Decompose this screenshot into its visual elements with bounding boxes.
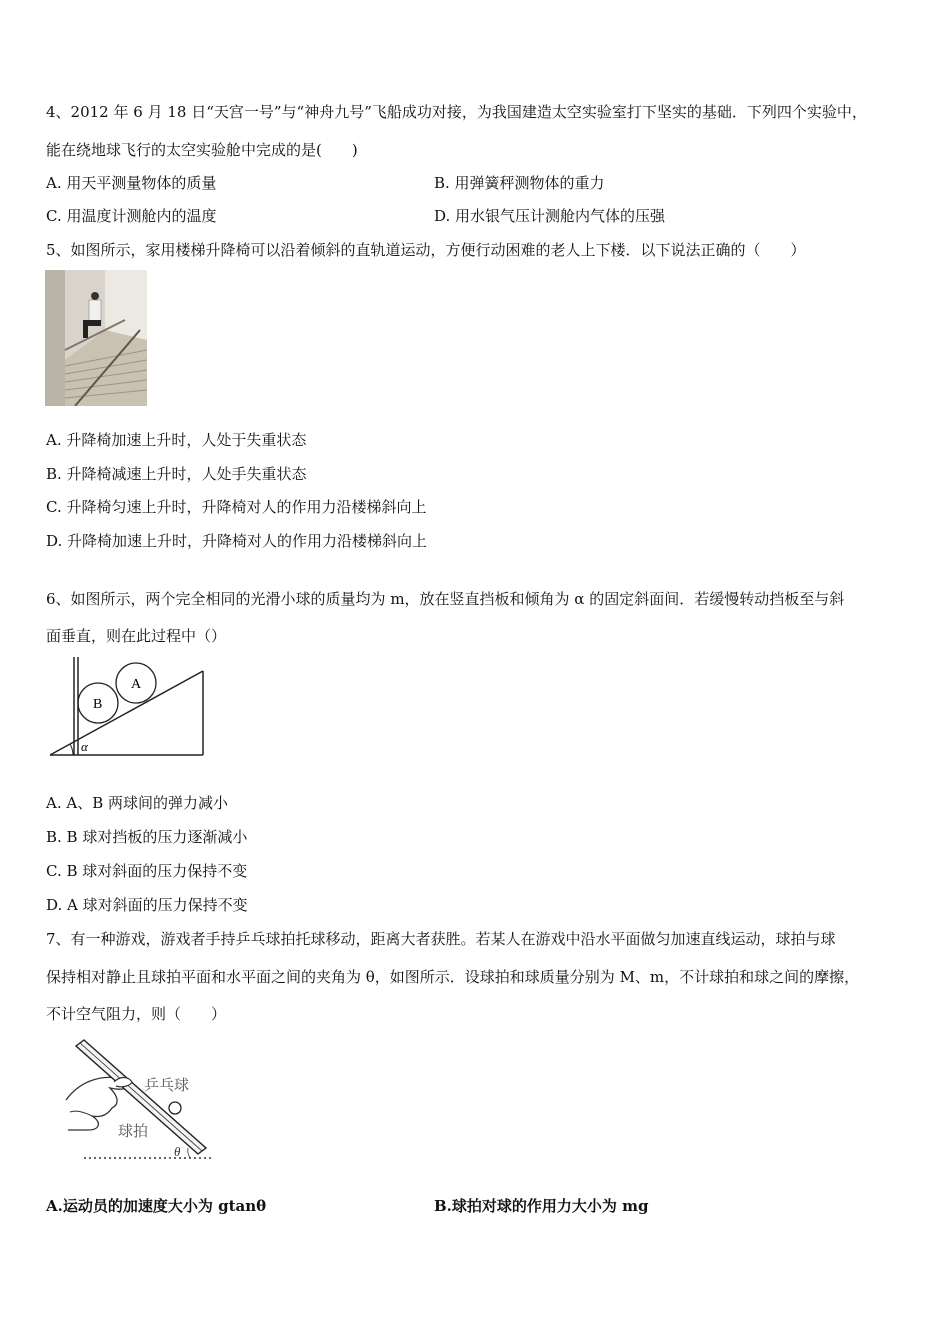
q6-stem-line1: 6、如图所示，两个完全相同的光滑小球的质量均为 m，放在竖直挡板和倾角为 α 的固定斜面间．若缓慢转动挡板至与斜: [46, 590, 845, 608]
q4-option-c: C. 用温度计测舱内的温度: [46, 207, 217, 225]
q5-option-a: A. 升降椅加速上升时，人处于失重状态: [46, 431, 307, 449]
q5-stem-line1: 5、如图所示，家用楼梯升降椅可以沿着倾斜的直轨道运动，方便行动困难的老人上下楼．以下说法正确的（ ）: [46, 241, 806, 259]
q5-option-b: B. 升降椅减速上升时，人处手失重状态: [46, 465, 307, 483]
q7-stem-line1: 7、有一种游戏，游戏者手持乒乓球拍托球移动，距离大者获胜。若某人在游戏中沿水平面做匀加速直线运动，球拍与球: [46, 930, 836, 948]
q4-option-a: A. 用天平测量物体的质量: [46, 174, 217, 192]
q6-option-d: D. A 球对斜面的压力保持不变: [46, 896, 248, 914]
q6-option-b: B. B 球对挡板的压力逐渐减小: [46, 828, 248, 846]
q4-option-d: D. 用水银气压计测舱内气体的压强: [434, 207, 666, 225]
q5-option-d: D. 升降椅加速上升时，升降椅对人的作用力沿楼梯斜向上: [46, 532, 428, 550]
q7-option-a: A.运动员的加速度大小为 gtanθ: [46, 1197, 267, 1215]
q6-stem-line2: 面垂直，则在此过程中（）: [46, 627, 227, 645]
alpha-angle-label: α: [81, 739, 88, 754]
racket-label: 球拍: [118, 1122, 149, 1140]
q4-option-b: B. 用弹簧秤测物体的重力: [434, 174, 605, 192]
theta-angle-label: θ: [174, 1144, 181, 1159]
q7-stem-line3: 不计空气阻力，则（ ）: [46, 1005, 227, 1023]
stair-lift-photo: [45, 270, 147, 406]
q6-option-c: C. B 球对斜面的压力保持不变: [46, 862, 248, 880]
racket-ball-diagram: [62, 1038, 232, 1168]
q7-stem-line2: 保持相对静止且球拍平面和水平面之间的夹角为 θ，如图所示．设球拍和球质量分别为 M、m，不计球拍和球之间的摩擦，: [46, 968, 860, 986]
incline-balls-diagram: [45, 655, 210, 760]
q4-stem-line2: 能在绕地球飞行的太空实验舱中完成的是( ): [46, 141, 358, 159]
ball-a-label: A: [131, 677, 142, 692]
q7-option-b: B.球拍对球的作用力大小为 mg: [434, 1197, 649, 1215]
q4-stem-line1: 4、2012 年 6 月 18 日“天宫一号”与“神舟九号”飞船成功对接，为我国建造太空实验室打下坚实的基础．下列四个实验中，: [46, 103, 867, 121]
pingpong-label: 乒乓球: [144, 1076, 190, 1094]
q5-option-c: C. 升降椅匀速上升时，升降椅对人的作用力沿楼梯斜向上: [46, 498, 427, 516]
ball-b-label: B: [93, 697, 103, 712]
q6-option-a: A. A、B 两球间的弹力减小: [46, 794, 228, 812]
